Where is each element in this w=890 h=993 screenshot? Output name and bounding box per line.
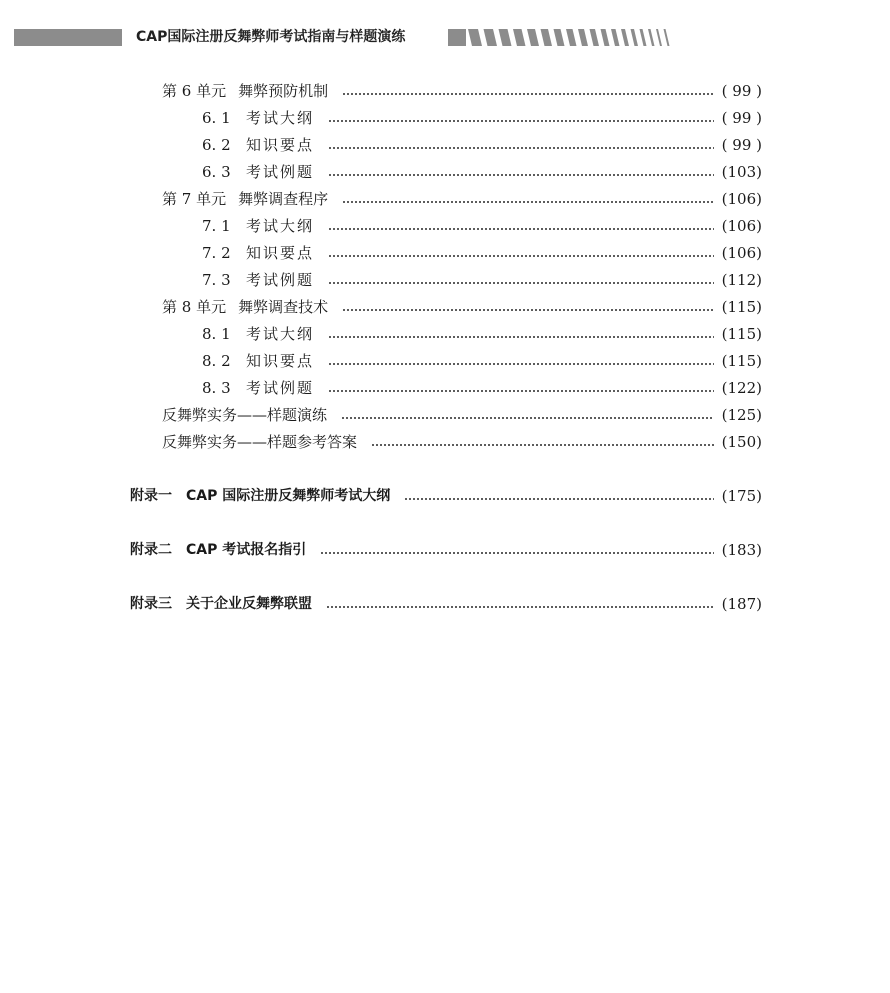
header-gray-bar [14,29,122,46]
page-number: (115) [721,352,762,370]
unit-title: 舞弊预防机制 [238,82,329,100]
header-stripe [468,29,482,46]
appendix-title: CAP 考试报名指引 [186,542,307,558]
header-stripe [611,29,620,46]
header-stripe [601,29,610,46]
dot-leader [328,363,714,365]
dot-leader [341,417,714,419]
dot-leader [342,93,714,95]
page-number: (103) [721,163,762,181]
page-number: ( 99 ) [721,109,762,127]
section-title: 考试例题 [246,163,315,181]
page-number: (150) [721,433,762,451]
toc-section-8-2[interactable] [202,348,762,374]
unit-title: 舞弊调查程序 [238,190,329,208]
page-number: (112) [721,271,762,289]
dot-leader [326,606,714,608]
header-stripe-decoration [448,29,738,46]
header-stripe [621,29,629,46]
header-stripe [566,29,577,46]
header-stripe [541,29,553,46]
toc-unit-8[interactable] [162,294,762,320]
practice-title: 反舞弊实务——样题参考答案 [162,433,358,451]
toc-unit-6[interactable] [162,78,762,104]
toc-section-7-2[interactable] [202,240,762,266]
header-stripe [554,29,565,46]
appendix-label: 附录二 [130,542,172,558]
page-header [0,0,890,50]
section-title: 知识要点 [246,136,315,154]
section-title: 考试例题 [246,271,315,289]
page-number: ( 99 ) [721,82,762,100]
dot-leader [328,147,714,149]
dot-leader [342,309,714,311]
appendix-label: 附录三 [130,596,172,612]
toc-section-8-1[interactable] [202,321,762,347]
section-title: 考试例题 [246,379,315,397]
section-number: 8. 2 [202,352,231,370]
dot-leader [328,255,714,257]
dot-leader [328,174,714,176]
header-stripe [513,29,526,46]
section-number: 6. 2 [202,136,231,154]
header-stripe [590,29,600,46]
page-number: (115) [721,325,762,343]
section-number: 8. 3 [202,379,231,397]
toc-appendix-2[interactable] [130,537,762,563]
book-title: CAP国际注册反舞弊师考试指南与样题演练 [136,29,406,45]
section-number: 6. 1 [202,109,231,127]
toc-practice-questions[interactable] [162,402,762,428]
page-number: ( 99 ) [721,136,762,154]
section-title: 知识要点 [246,352,315,370]
section-number: 6. 3 [202,163,231,181]
page-number: (106) [721,244,762,262]
toc-section-8-3[interactable] [202,375,762,401]
section-title: 考试大纲 [246,217,315,235]
header-stripe [648,29,655,46]
appendix-title: CAP 国际注册反舞弊师考试大纲 [186,488,391,504]
toc-section-7-1[interactable] [202,213,762,239]
practice-title: 反舞弊实务——样题演练 [162,406,328,424]
page-number: (115) [721,298,762,316]
header-stripe [664,29,670,46]
page-number: (183) [721,541,762,559]
section-title: 考试大纲 [246,109,315,127]
section-title: 知识要点 [246,244,315,262]
page-number: (187) [721,595,762,613]
header-stripe [640,29,647,46]
dot-leader [328,390,714,392]
dot-leader [328,282,714,284]
toc-section-6-3[interactable] [202,159,762,185]
page-number: (175) [721,487,762,505]
unit-label: 第 6 单元 [162,82,227,100]
unit-title: 舞弊调查技术 [238,298,329,316]
header-stripe [631,29,639,46]
appendix-title: 关于企业反舞弊联盟 [186,596,312,612]
appendix-label: 附录一 [130,488,172,504]
dot-leader [342,201,714,203]
page-number: (106) [721,190,762,208]
toc-section-6-1[interactable] [202,105,762,131]
unit-label: 第 7 单元 [162,190,227,208]
header-stripe [656,29,662,46]
page-number: (106) [721,217,762,235]
header-stripe [484,29,498,46]
toc-unit-7[interactable] [162,186,762,212]
section-title: 考试大纲 [246,325,315,343]
page-number: (122) [721,379,762,397]
header-stripe [527,29,539,46]
section-number: 7. 3 [202,271,231,289]
toc-appendix-3[interactable] [130,591,762,617]
page-number: (125) [721,406,762,424]
unit-label: 第 8 单元 [162,298,227,316]
toc-practice-answers[interactable] [162,429,762,455]
dot-leader [404,498,714,500]
header-stripe [578,29,588,46]
toc-section-6-2[interactable] [202,132,762,158]
header-stripe [499,29,512,46]
dot-leader [328,120,714,122]
toc-section-7-3[interactable] [202,267,762,293]
section-number: 7. 1 [202,217,231,235]
dot-leader [328,228,714,230]
dot-leader [328,336,714,338]
dot-leader [371,444,714,446]
dot-leader [320,552,714,554]
section-number: 8. 1 [202,325,231,343]
toc-appendix-1[interactable] [130,483,762,509]
section-number: 7. 2 [202,244,231,262]
